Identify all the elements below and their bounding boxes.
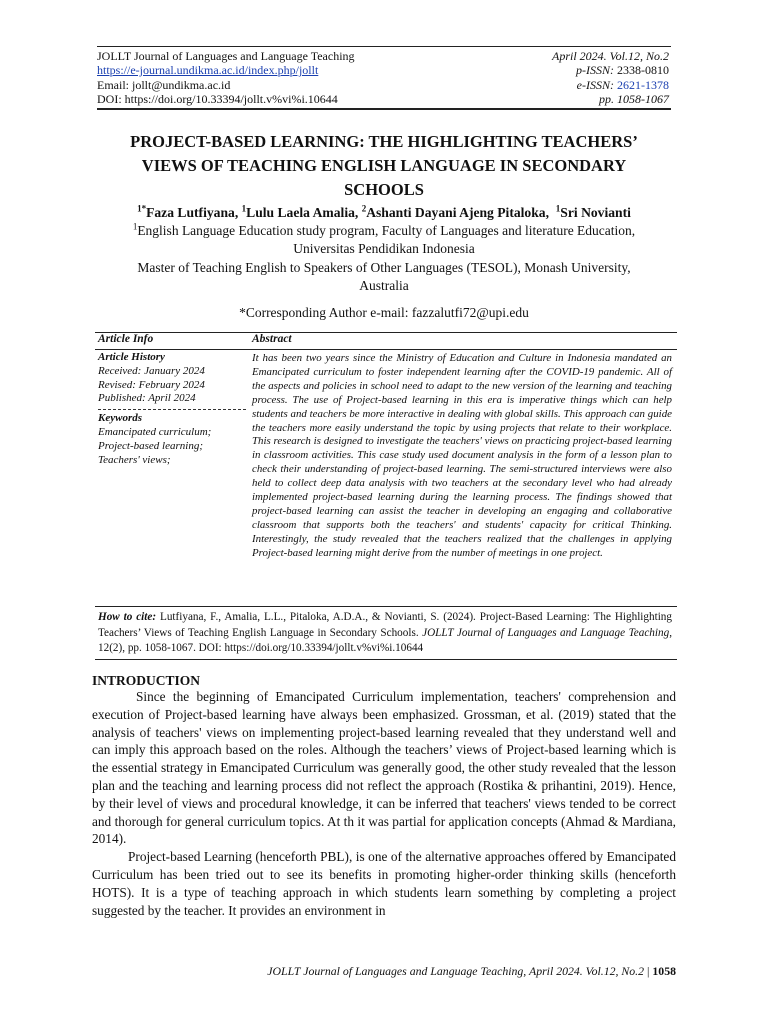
author-4: Sri Novianti [560,205,631,220]
issue-info: April 2024. Vol.12, No.2 [551,49,669,63]
keyword-2: Project-based learning; [98,439,203,452]
how-to-cite-label: How to cite: [98,611,157,623]
e-issn [577,78,669,92]
page-range: pp. 1058-1067 [599,92,669,106]
published-date: Published: April 2024 [98,392,196,405]
journal-email: Email: jollt@undikma.ac.id [97,78,231,92]
article-info-column [98,351,246,467]
author-4-sup: 1 [555,203,561,214]
intro-paragraph-1: Since the beginning of Emancipated Curriculum implementation, teachers' comprehension and execution of Project-based learning have always been emphasized. Grossman, et al. (2019) stated that the analysis of teachers' views on implementing project-based learning revealed that they understand well and can imply this approach based on the roles. Although the teachers’ views of Project-based learning which is the essential strategy in Emancipated Curriculum was generally good, the other study revealed that the lesson plan and the teaching and learning process did not reflect the approach (Rostika & prihantini, 2019). Hence, by their level of views and procedural knowledge, it can be inferred that teachers' views tended to be correct and thorough for general curriculum topics. At th it was partial for application concepts (Ahmad & Mardiana, 2014). [92,689,676,847]
title-line-3: SCHOOLS [344,180,424,199]
affiliation-1-line-1: English Language Education study program, Faculty of Languages and literature Education, [137,223,636,238]
abstract-text: It has been two years since the Ministry of Education and Culture in Indonesia mandated an Emancipated curriculum to foster independent learning after the COVID-19 pandemic. All of the aspects and policies in school need to adapt to the new version of the learning and teaching process. The use of Project-based learning in this era is imperative things which can help students and teachers be more interactive in dealing with global skills. This approach can guide the teachers more easily understand the topic by using projects that relate to their workplace. This research is designed to investigate the teachers' views on practicing project-based learning in classroom activities. This case study used document analysis in the form of a lesson plan to check their understanding of project-based learning. The semi-structured interviews were also held to collect deep data analysis with two teachers at the secondary level who had already implemented project-based learning during the learning process. The findings showed that project-based learning can assist the teacher in developing an engaging and collaborative classroom that supports both the teachers' and students' capacity for critical Thinking. Interestingly, the study revealed that the teachers realized that the challenges in applying Project-based learning might derive from the number of meetings in one project. [252,352,672,559]
affiliation-1-line-2: Universitas Pendidikan Indonesia [293,241,475,256]
title-line-2: VIEWS OF TEACHING ENGLISH LANGUAGE IN SECONDARY [141,156,627,175]
author-2-sup: 1 [241,203,247,214]
affiliation-1 [92,222,676,258]
p-issn-label: p-ISSN: [576,63,614,77]
journal-header [97,46,671,110]
abstract-heading: Abstract [252,333,292,345]
journal-name: JOLLT Journal of Languages and Language Teaching [97,49,355,63]
received-date: Received: January 2024 [98,364,205,377]
p-issn [576,63,669,77]
footer-page-number: 1058 [652,964,676,978]
citation-journal: JOLLT Journal of Languages and Language Teaching [422,626,670,639]
intro-paragraph-2: Project-based Learning (henceforth PBL), is one of the alternative approaches offered by Emancipated Curriculum has been tried out to see its benefits in promoting higher-order thinking skills (henceforth HOTS). It is a type of teaching approach in which students learn something by completing a project suggested by the teacher. It provides an environment in [92,849,676,918]
introduction-heading: INTRODUCTION [92,673,201,688]
journal-url-link[interactable]: https://e-journal.undikma.ac.id/index.php/jollt [97,63,319,77]
author-1-sup: 1* [137,203,147,214]
journal-doi: DOI: https://doi.org/10.33394/jollt.v%vi%i.10644 [97,92,338,106]
e-issn-value[interactable]: 2621-1378 [617,78,669,92]
author-3: Ashanti Dayani Ajeng Pitaloka, [366,205,549,220]
page-footer [267,964,676,979]
citation-part-1: Lutfiyana, F., Amalia, L.L., Pitaloka, A.D.A., & Novianti, S. (2024). Project-Based Learning: The Highlighting Teachers’ Views of Teaching English Language in Secondary Schools. [98,611,672,639]
author-3-sup: 2 [361,203,367,214]
article-history-label: Article History [98,351,165,363]
citation-part-2: , 12(2), pp. 1058-1067. DOI: https://doi.org/10.33394/jollt.v%vi%i.10644 [98,626,672,654]
affiliation-2-line-2: Australia [359,278,409,293]
info-divider [98,409,246,410]
table-middle-rule [95,606,677,607]
affiliation-2 [92,259,676,295]
table-bottom-rule [95,659,677,660]
author-2: Lulu Laela Amalia, [246,205,359,220]
introduction-body [92,688,676,919]
article-info-heading: Article Info [98,333,154,345]
keyword-3: Teachers' views; [98,453,171,466]
title-line-1: PROJECT-BASED LEARNING: THE HIGHLIGHTING TEACHERS’ [130,132,638,151]
paper-title [92,130,676,202]
corresponding-author: *Corresponding Author e-mail: fazzalutfi72@upi.edu [239,305,529,320]
table-header-rule [95,349,677,350]
affiliation-2-line-1: Master of Teaching English to Speakers of Other Languages (TESOL), Monash University, [137,260,631,275]
author-list [92,205,676,221]
keywords-label: Keywords [98,412,142,425]
footer-separator: | [647,964,650,978]
author-1: Faza Lutfiyana, [146,205,239,220]
p-issn-value: 2338-0810 [617,63,669,77]
affiliation-1-sup: 1 [132,221,138,232]
revised-date: Revised: February 2024 [98,378,205,391]
e-issn-label: e-ISSN: [576,78,614,92]
how-to-cite [98,610,672,657]
table-top-rule [95,332,677,333]
keyword-1: Emancipated curriculum; [98,425,212,438]
footer-journal: JOLLT Journal of Languages and Language Teaching, April 2024. Vol.12, No.2 [267,964,645,978]
